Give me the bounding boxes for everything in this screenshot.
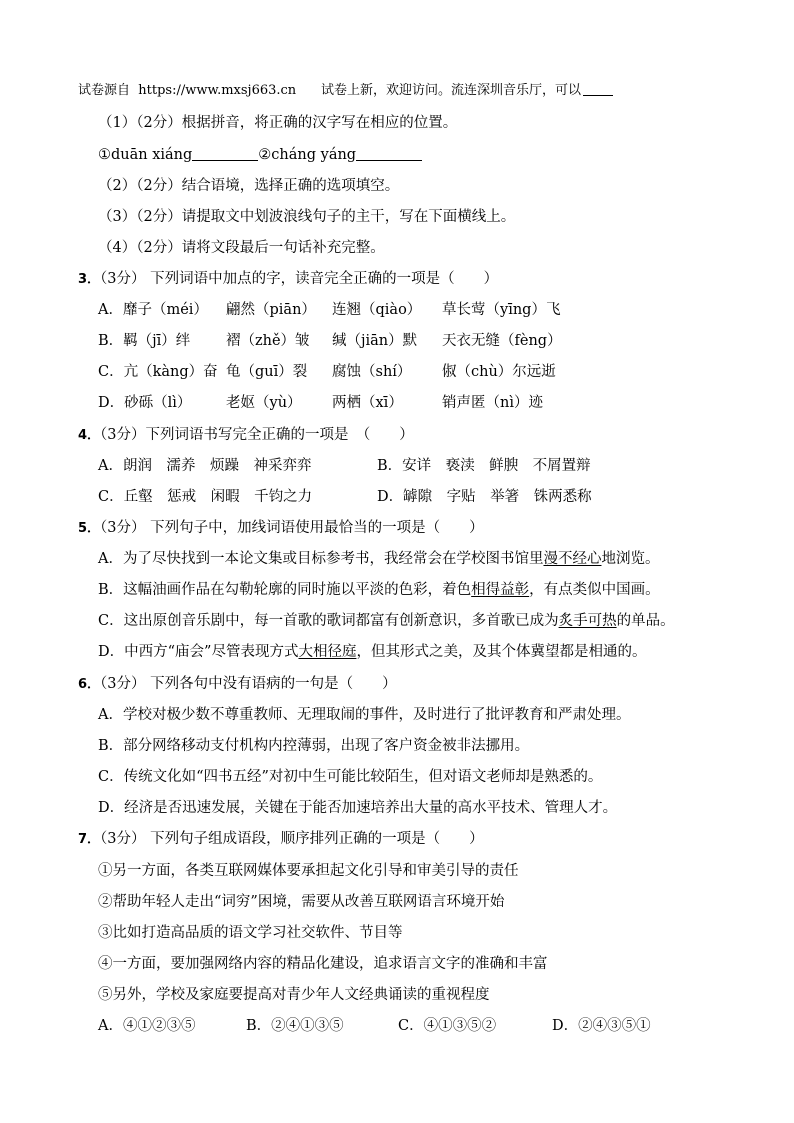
question-text: （3分） 下列句子中，加线词语使用最恰当的一项是（ ） [100, 520, 484, 536]
option-word: 缄（jiān）默 [332, 333, 418, 349]
option-word: 两栖（xī） [332, 395, 403, 411]
pinyin-blank-2[interactable] [356, 145, 422, 161]
q5-option-d[interactable] [98, 642, 646, 662]
sub-question-2: （2）（2分）结合语境，选择正确的选项填空。 [98, 178, 400, 194]
q3-option-c[interactable] [98, 362, 556, 382]
option-word: 草长莺（yīng）飞 [442, 302, 561, 318]
option-text: C．这出原创音乐剧中，每一首歌的歌词都富有创新意识，多首歌已成为 [98, 613, 559, 629]
option-word: 褶（zhě）皱 [226, 333, 310, 349]
pinyin-item-1: ①duān xiáng [98, 147, 193, 163]
underlined-phrase: 炙手可热 [558, 613, 617, 629]
pinyin-row [98, 145, 422, 165]
q6-option-c[interactable]: C．传统文化如“四书五经”对初中生可能比较陌生，但对语文老师却是熟悉的。 [98, 769, 603, 785]
question-3-stem [78, 269, 498, 290]
option-word: C．亢（kàng）奋 [98, 364, 218, 380]
question-6-stem [78, 674, 397, 695]
q7-sentence-2: ②帮助年轻人走出“词穷”困境，需要从改善互联网语言环境开始 [98, 894, 505, 910]
option-text: B．这幅油画作品在勾勒轮廓的同时施以平淡的色彩，着色 [98, 582, 472, 598]
question-5-stem [78, 518, 484, 539]
option-word: 翩然（piān） [226, 302, 316, 318]
question-number: 6． [78, 677, 101, 692]
q7-sentence-3: ③比如打造高品质的语文学习社交软件、节目等 [98, 925, 403, 941]
q5-option-a[interactable] [98, 549, 659, 569]
option-text: 地浏览。 [601, 551, 660, 567]
page-header [78, 81, 613, 101]
q7-sentence-5: ⑤另外，学校及家庭要提高对青少年人文经典诵读的重视程度 [98, 987, 490, 1003]
q5-option-b[interactable] [98, 580, 660, 600]
question-number: 3． [78, 272, 101, 287]
sub-question-1: （1）（2分）根据拼音，将正确的汉字写在相应的位置。 [98, 115, 458, 131]
q7-option-a[interactable]: A．④①②③⑤ [98, 1018, 196, 1034]
source-tagline: 试卷上新，欢迎访问。 [320, 83, 451, 98]
question-number: 4． [78, 428, 101, 443]
source-url[interactable]: https://www.mxsj663.cn [138, 83, 297, 98]
passage-tail: 流连深圳音乐厅，可以 [450, 83, 581, 98]
option-word: A．靡子（méi） [98, 302, 208, 318]
option-word: B．羁（jī）绊 [98, 333, 191, 349]
q3-option-d[interactable] [98, 393, 543, 413]
option-text: ，有点类似中国画。 [529, 582, 660, 598]
option-word: 龟（guī）裂 [226, 364, 308, 380]
option-text: ，但其形式之美，及其个体冀望都是相通的。 [356, 644, 647, 660]
q3-option-a[interactable] [98, 300, 560, 320]
q6-option-b[interactable]: B．部分网络移动支付机构内控薄弱，出现了客户资金被非法挪用。 [98, 738, 530, 754]
pinyin-item-2: ②cháng yáng [258, 147, 357, 163]
option-word: D．砂砾（lì） [98, 395, 192, 411]
q4-option-b[interactable]: B．安详 亵渎 鲜腴 不屑置辩 [377, 458, 591, 474]
option-word: 连翘（qiào） [332, 302, 422, 318]
pinyin-blank-1[interactable] [192, 145, 258, 161]
option-word: 老妪（yù） [226, 395, 302, 411]
question-text: （3分）下列词语书写完全正确的一项是 （ ） [100, 427, 414, 443]
q5-option-c[interactable] [98, 611, 675, 631]
q4-option-a[interactable]: A．朗润 濡养 烦躁 神采弈弈 [98, 458, 312, 474]
option-text: 的单品。 [616, 613, 675, 629]
q7-sentence-4: ④一方面，要加强网络内容的精品化建设，追求语言文字的准确和丰富 [98, 956, 548, 972]
q6-option-a[interactable]: A．学校对极少数不尊重教师、无理取闹的事件，及时进行了批评教育和严肃处理。 [98, 707, 631, 723]
q7-options-row [98, 1016, 651, 1036]
underlined-phrase: 相得益彰 [471, 582, 530, 598]
underlined-phrase: 大相径庭 [298, 644, 357, 660]
option-word: 腐蚀（shí） [332, 364, 412, 380]
option-text: A．为了尽快找到一本论文集或目标参考书，我经常会在学校图书馆里 [98, 551, 544, 567]
option-word: 天衣无缝（fèng） [442, 333, 562, 349]
q7-option-c[interactable]: C．④①③⑤② [398, 1018, 497, 1034]
q3-option-b[interactable] [98, 331, 562, 351]
question-text: （3分） 下列句子组成语段，顺序排列正确的一项是（ ） [100, 831, 484, 847]
option-text: D．中西方“庙会”尽管表现方式 [98, 644, 299, 660]
underlined-phrase: 漫不经心 [543, 551, 602, 567]
q4-option-c[interactable]: C．丘壑 惩戒 闲暇 千钧之力 [98, 489, 313, 505]
q7-option-b[interactable]: B．②④①③⑤ [246, 1018, 344, 1034]
question-text: （3分） 下列词语中加点的字，读音完全正确的一项是（ ） [100, 271, 499, 287]
option-word: 俶（chù）尔远逝 [442, 364, 556, 380]
question-4-stem [78, 425, 414, 446]
q7-sentence-1: ①另一方面，各类互联网媒体要承担起文化引导和审美引导的责任 [98, 863, 519, 879]
question-number: 5． [78, 521, 101, 536]
option-word: 销声匿（nì）迹 [442, 395, 543, 411]
question-7-stem [78, 829, 484, 850]
answer-blank[interactable] [583, 81, 613, 96]
question-text: （3分） 下列各句中没有语病的一句是（ ） [100, 676, 397, 692]
q6-option-d[interactable]: D．经济是否迅速发展，关键在于能否加速培养出大量的高水平技术、管理人才。 [98, 800, 618, 816]
q7-option-d[interactable]: D．②④③⑤① [552, 1018, 651, 1034]
sub-question-4: （4）（2分）请将文段最后一句话补充完整。 [98, 240, 385, 256]
question-number: 7． [78, 832, 101, 847]
sub-question-3: （3）（2分）请提取文中划波浪线句子的主干，写在下面横线上。 [98, 209, 516, 225]
q4-option-d[interactable]: D．罅隙 字贴 举箸 铢两悉称 [377, 489, 592, 505]
source-label: 试卷源自 [78, 83, 131, 98]
